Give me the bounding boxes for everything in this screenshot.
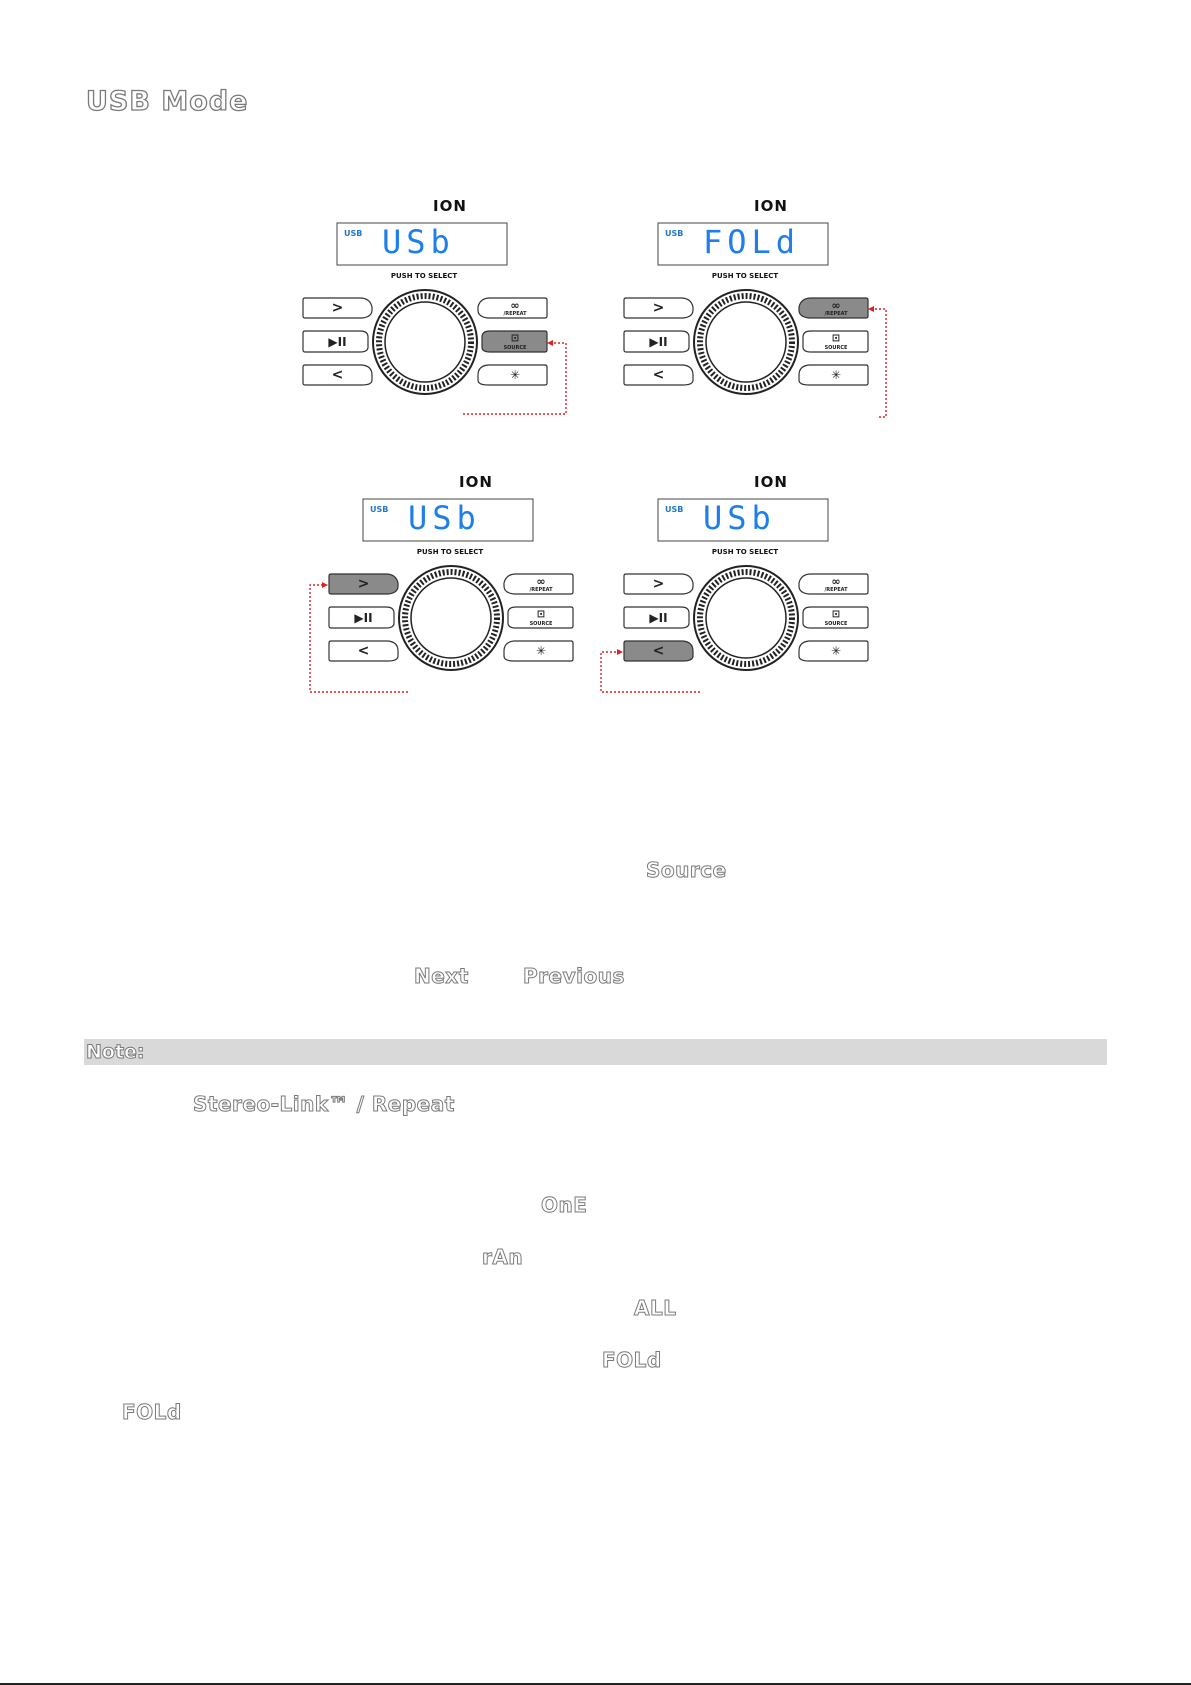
brand-logo: ION bbox=[754, 473, 788, 491]
light-icon: ✳ bbox=[830, 644, 842, 658]
repeat-label: /REPEAT bbox=[824, 587, 848, 593]
lcd-source-indicator: USB bbox=[370, 505, 389, 514]
push-to-select-label: PUSH TO SELECT bbox=[711, 548, 779, 556]
link-icon: ∞ bbox=[536, 574, 546, 588]
play-pause-button[interactable]: ▶II bbox=[649, 334, 668, 349]
source-label: SOURCE bbox=[529, 621, 553, 627]
term-next: Next bbox=[414, 964, 469, 988]
stereo-link-repeat-button[interactable] bbox=[805, 574, 867, 594]
term-stereo-link-repeat: Stereo-Link™ / Repeat bbox=[193, 1092, 455, 1116]
source-icon: ⊡ bbox=[831, 333, 841, 344]
source-button[interactable] bbox=[805, 331, 867, 352]
term-one: OnE bbox=[541, 1193, 588, 1217]
stereo-link-repeat-button[interactable] bbox=[805, 298, 867, 318]
brand-logo: ION bbox=[754, 197, 788, 215]
light-button[interactable] bbox=[510, 641, 572, 661]
lcd-source-indicator: USB bbox=[665, 229, 684, 238]
repeat-label: /REPEAT bbox=[824, 311, 848, 317]
previous-button[interactable]: < bbox=[652, 643, 665, 659]
source-button[interactable] bbox=[805, 607, 867, 628]
brand-logo: ION bbox=[459, 473, 493, 491]
link-icon: ∞ bbox=[831, 574, 841, 588]
term-previous: Previous bbox=[523, 964, 625, 988]
push-to-select-label: PUSH TO SELECT bbox=[711, 272, 779, 280]
next-button[interactable]: > bbox=[652, 576, 665, 592]
light-button[interactable] bbox=[805, 365, 867, 385]
term-source: Source bbox=[646, 858, 727, 882]
term-fold: FOLd bbox=[602, 1348, 662, 1372]
play-pause-button[interactable]: ▶II bbox=[354, 610, 373, 625]
light-icon: ✳ bbox=[830, 368, 842, 382]
panel-4 bbox=[621, 473, 921, 713]
note-label: Note: bbox=[86, 1041, 145, 1063]
repeat-label: /REPEAT bbox=[529, 587, 553, 593]
light-icon: ✳ bbox=[509, 368, 521, 382]
link-icon: ∞ bbox=[510, 298, 520, 312]
play-pause-button[interactable]: ▶II bbox=[649, 610, 668, 625]
next-button[interactable]: > bbox=[357, 576, 370, 592]
light-button[interactable] bbox=[484, 365, 546, 385]
next-button[interactable]: > bbox=[331, 300, 344, 316]
source-icon: ⊡ bbox=[831, 609, 841, 620]
panel-1 bbox=[300, 197, 600, 437]
push-to-select-label: PUSH TO SELECT bbox=[390, 272, 458, 280]
term-ran: rAn bbox=[482, 1245, 524, 1269]
link-icon: ∞ bbox=[831, 298, 841, 312]
source-icon: ⊡ bbox=[510, 333, 520, 344]
light-icon: ✳ bbox=[535, 644, 547, 658]
lcd-display: USb bbox=[382, 223, 455, 261]
repeat-label: /REPEAT bbox=[503, 311, 527, 317]
previous-button[interactable]: < bbox=[331, 367, 344, 383]
previous-button[interactable]: < bbox=[357, 643, 370, 659]
panel-2 bbox=[621, 197, 921, 437]
stereo-link-repeat-button[interactable] bbox=[484, 298, 546, 318]
light-button[interactable] bbox=[805, 641, 867, 661]
source-button[interactable] bbox=[484, 331, 546, 352]
panel-3 bbox=[326, 473, 626, 713]
page-title: USB Mode bbox=[86, 86, 249, 117]
lcd-source-indicator: USB bbox=[665, 505, 684, 514]
play-pause-button[interactable]: ▶II bbox=[328, 334, 347, 349]
source-button[interactable] bbox=[510, 607, 572, 628]
term-all: ALL bbox=[634, 1296, 677, 1320]
source-label: SOURCE bbox=[824, 345, 848, 351]
previous-button[interactable]: < bbox=[652, 367, 665, 383]
brand-logo: ION bbox=[433, 197, 467, 215]
source-label: SOURCE bbox=[503, 345, 527, 351]
lcd-display: USb bbox=[408, 499, 481, 537]
stereo-link-repeat-button[interactable] bbox=[510, 574, 572, 594]
push-to-select-label: PUSH TO SELECT bbox=[416, 548, 484, 556]
note-bar bbox=[84, 1039, 1107, 1065]
source-label: SOURCE bbox=[824, 621, 848, 627]
next-button[interactable]: > bbox=[652, 300, 665, 316]
term-fold-2: FOLd bbox=[122, 1400, 182, 1424]
lcd-display: USb bbox=[703, 499, 776, 537]
source-icon: ⊡ bbox=[536, 609, 546, 620]
lcd-source-indicator: USB bbox=[344, 229, 363, 238]
lcd-display: FOLd bbox=[703, 223, 801, 261]
